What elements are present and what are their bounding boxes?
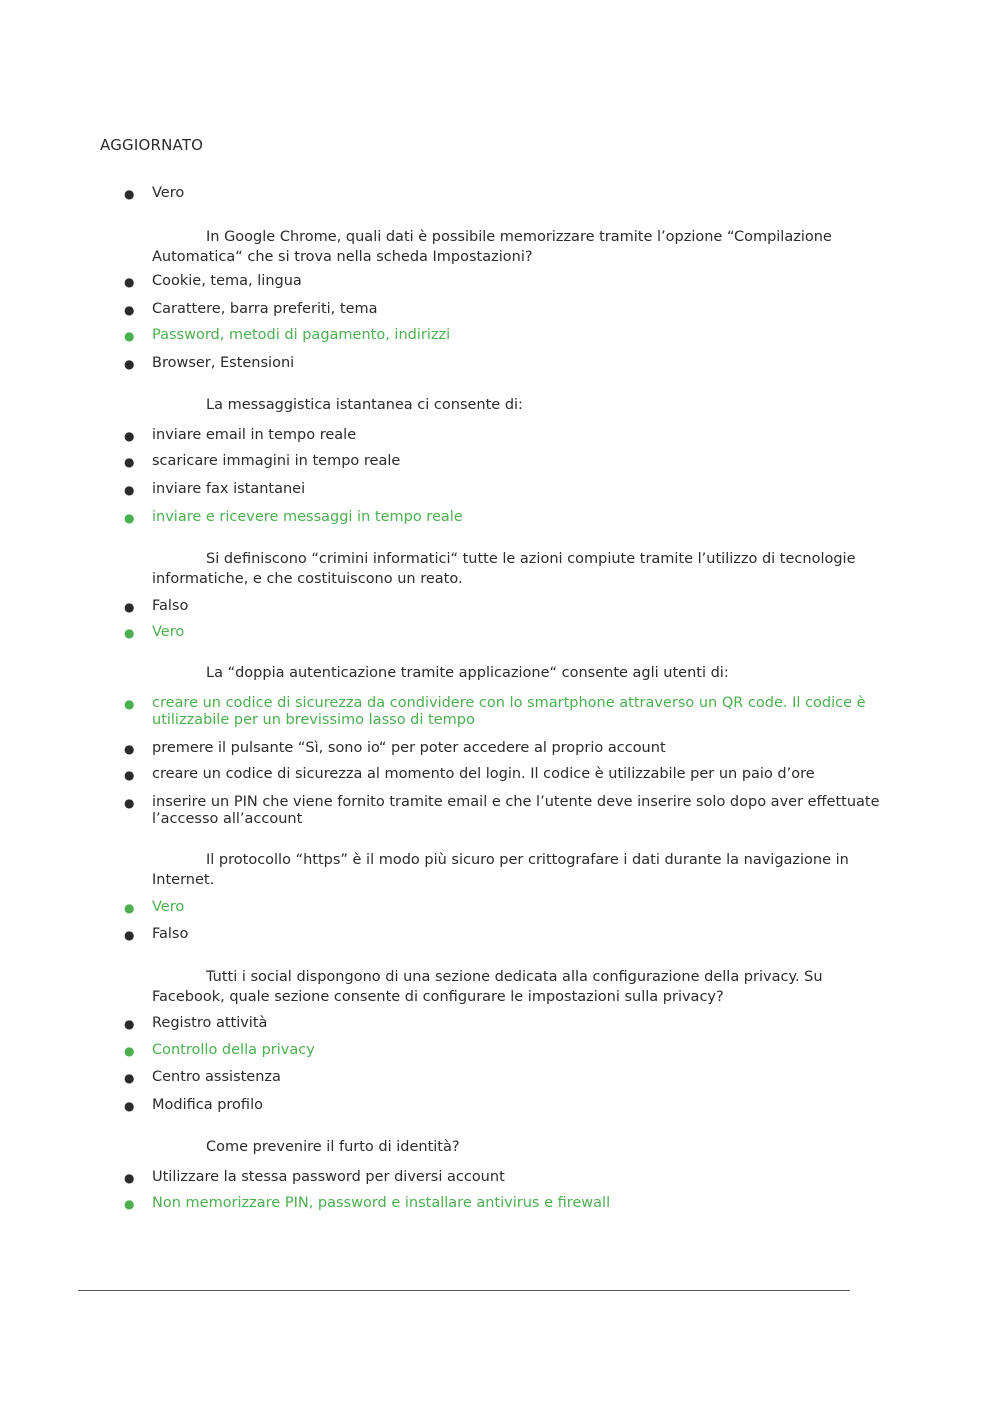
question-text: Come prevenire il furto di identità?: [206, 1139, 460, 1155]
question-text: La messaggistica istantanea ci consente di:: [206, 397, 523, 413]
page-heading: AGGIORNATO: [100, 136, 204, 154]
answer-text: Vero: [152, 899, 185, 915]
bullet-icon: ●: [124, 1099, 135, 1113]
bullet-icon: ●: [124, 626, 135, 640]
bullet-icon: ●: [124, 303, 135, 317]
answer-text: Password, metodi di pagamento, indirizzi: [152, 327, 451, 343]
answer-text: Registro attività: [152, 1015, 268, 1031]
bullet-icon: ●: [124, 901, 135, 915]
bullet-icon: ●: [124, 1071, 135, 1085]
bullet-icon: ●: [124, 275, 135, 289]
bullet-icon: ●: [124, 483, 135, 497]
footer-divider: [78, 1290, 850, 1291]
answer-text: Vero: [152, 624, 185, 640]
bullet-icon: ●: [124, 357, 135, 371]
bullet-icon: ●: [124, 600, 135, 614]
bullet-icon: ●: [124, 697, 135, 711]
question-text: Tutti i social dispongono di una sezione dedicata alla configurazione della privacy. Su Facebook, quale sezione consente di configurare le impostazioni sulla privacy?: [152, 969, 823, 1005]
question-text: Il protocollo “https” è il modo più sicuro per crittografare i dati durante la navigazione in Internet.: [152, 852, 849, 888]
bullet-icon: ●: [124, 429, 135, 443]
answer-text: inserire un PIN che viene fornito tramite email e che l’utente deve inserire solo dopo aver effettuate l’accesso all’account: [152, 794, 880, 827]
bullet-icon: ●: [124, 187, 135, 201]
bullet-icon: ●: [124, 1044, 135, 1058]
answer-text: inviare fax istantanei: [152, 481, 306, 497]
bullet-icon: ●: [124, 768, 135, 782]
answer-text: Controllo della privacy: [152, 1042, 315, 1058]
answer-text: Falso: [152, 926, 189, 942]
question-text: Si definiscono “crimini informatici“ tutte le azioni compiute tramite l’utilizzo di tecnologie informatiche, e che costituiscono un reato.: [152, 551, 856, 587]
bullet-icon: ●: [124, 511, 135, 525]
answer-text: Vero: [152, 185, 185, 201]
answer-text: Utilizzare la stessa password per diversi account: [152, 1169, 505, 1185]
bullet-icon: ●: [124, 796, 135, 810]
question-text: La “doppia autenticazione tramite applicazione“ consente agli utenti di:: [206, 665, 729, 681]
bullet-icon: ●: [124, 1017, 135, 1031]
answer-text: creare un codice di sicurezza al momento del login. Il codice è utilizzabile per un paio d’ore: [152, 766, 815, 782]
answer-text: creare un codice di sicurezza da condividere con lo smartphone attraverso un QR code. Il codice è utilizzabile per un brevissimo lasso di tempo: [152, 695, 866, 728]
question-text: In Google Chrome, quali dati è possibile memorizzare tramite l’opzione “Compilazione Automatica“ che si trova nella scheda Impostazioni?: [152, 229, 832, 265]
answer-text: scaricare immagini in tempo reale: [152, 453, 401, 469]
bullet-icon: ●: [124, 742, 135, 756]
bullet-icon: ●: [124, 1197, 135, 1211]
answer-text: premere il pulsante “Sì, sono io“ per poter accedere al proprio account: [152, 740, 666, 756]
answer-text: inviare e ricevere messaggi in tempo reale: [152, 509, 463, 525]
answer-text: inviare email in tempo reale: [152, 427, 357, 443]
answer-text: Falso: [152, 598, 189, 614]
answer-text: Non memorizzare PIN, password e installare antivirus e firewall: [152, 1195, 611, 1211]
answer-text: Modifica profilo: [152, 1097, 263, 1113]
answer-text: Centro assistenza: [152, 1069, 281, 1085]
bullet-icon: ●: [124, 455, 135, 469]
answer-text: Cookie, tema, lingua: [152, 273, 302, 289]
bullet-icon: ●: [124, 1171, 135, 1185]
answer-text: Carattere, barra preferiti, tema: [152, 301, 378, 317]
answer-text: Browser, Estensioni: [152, 355, 295, 371]
bullet-icon: ●: [124, 329, 135, 343]
bullet-icon: ●: [124, 928, 135, 942]
